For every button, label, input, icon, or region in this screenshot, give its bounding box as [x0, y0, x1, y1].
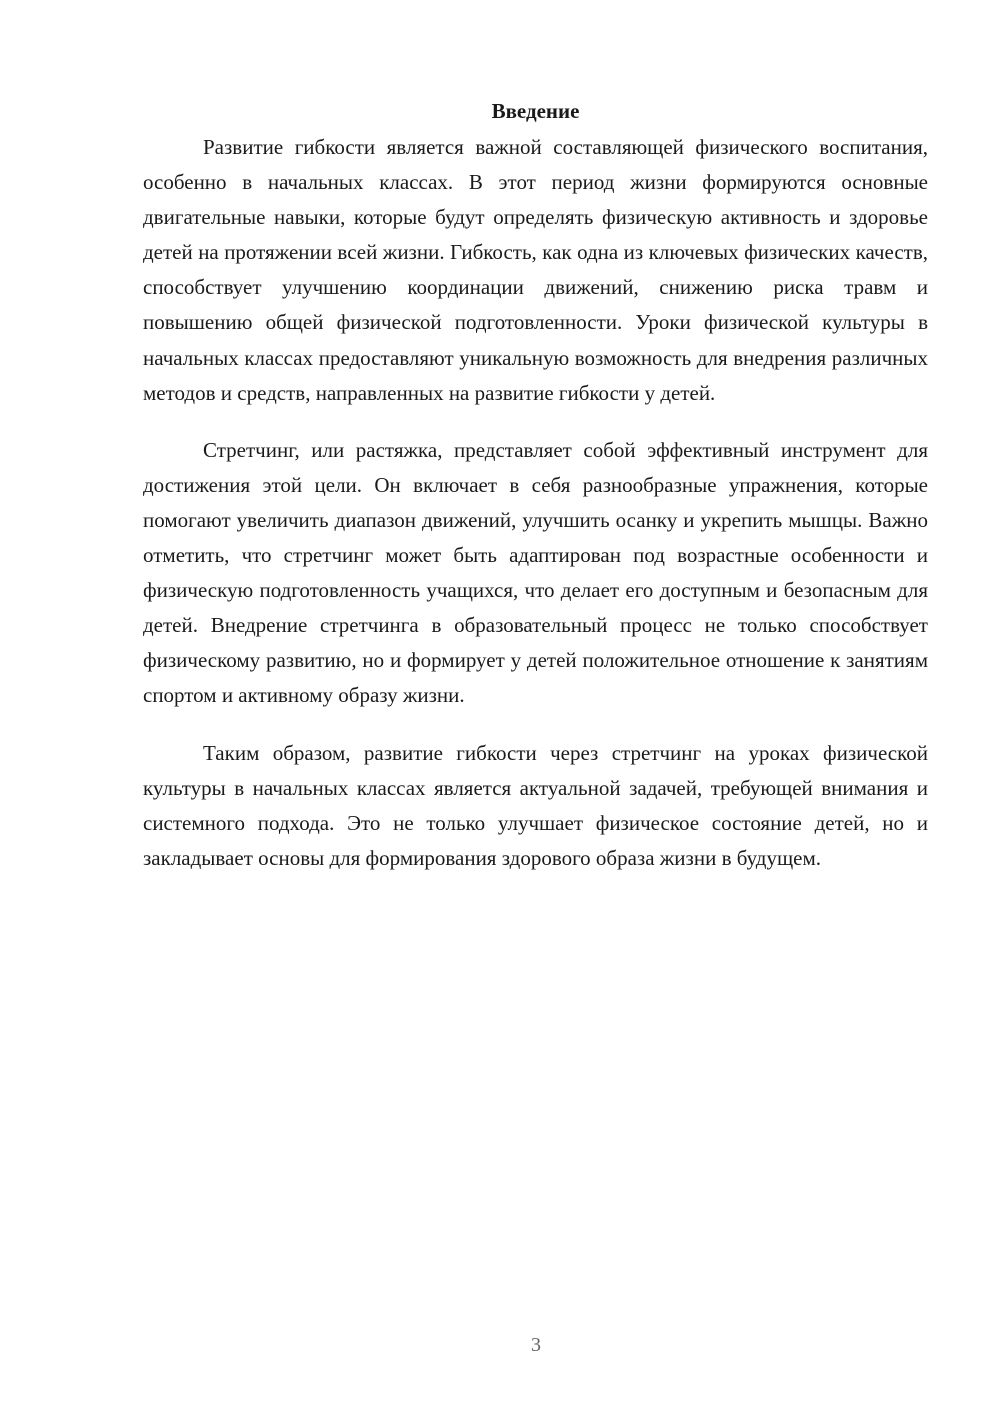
- paragraph-1: Развитие гибкости является важной составляющей физического воспитания, особенно в начальных классах. В этот период жизни формируются основные двигательные навыки, которые будут определять физическую активность и здоровье детей на протяжении всей жизни. Гибкость, как одна из ключевых физических качеств, способствует улучшению координации движений, снижению риска травм и повышению общей физической подготовленности. Уроки физической культуры в начальных классах предоставляют уникальную возможность для внедрения различных методов и средств, направленных на развитие гибкости у детей.: [143, 135, 928, 405]
- paragraph-2: Стретчинг, или растяжка, представляет собой эффективный инструмент для достижения этой цели. Он включает в себя разнообразные упражнения, которые помогают увеличить диапазон движений, улучшить осанку и укрепить мышцы. Важно отметить, что стретчинг может быть адаптирован под возрастные особенности и физическую подготовленность учащихся, что делает его доступным и безопасным для детей. Внедрение стретчинга в образовательный процесс не только способствует физическому развитию, но и формирует у детей положительное отношение к занятиям спортом и активному образу жизни.: [143, 437, 928, 708]
- page-number: 3: [531, 1334, 541, 1356]
- paragraph-3: Таким образом, развитие гибкости через стретчинг на уроках физической культуры в начальных классах является актуальной задачей, требующей внимания и системного подхода. Это не только улучшает физическое состояние детей, но и закладывает основы для формирования здорового образа жизни в будущем.: [143, 740, 928, 870]
- section-title: Введение: [491, 99, 580, 123]
